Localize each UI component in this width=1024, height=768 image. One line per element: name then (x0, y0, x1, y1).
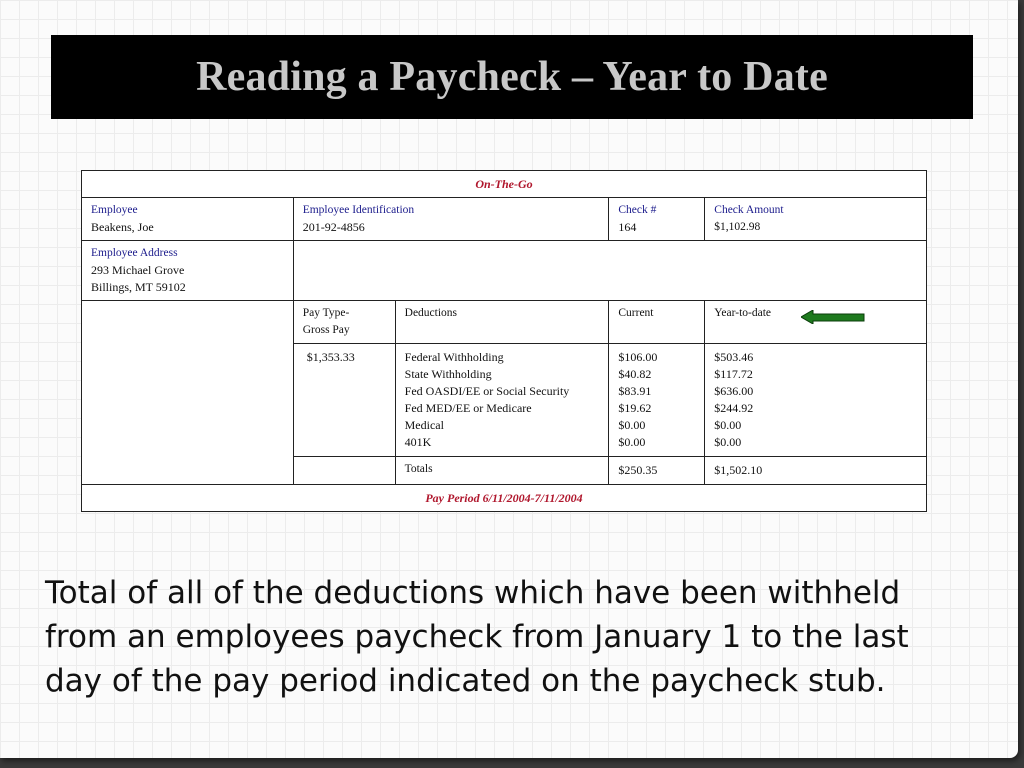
check-number-value: 164 (618, 220, 637, 234)
totals-blank-cell (293, 457, 395, 485)
left-arrow-icon (801, 310, 865, 324)
ytd-header-cell (705, 301, 927, 344)
pay-period: Pay Period 6/11/2004-7/11/2004 (82, 485, 927, 512)
address-cell (82, 241, 294, 301)
current-header: Current (609, 301, 705, 344)
check-amount-cell (705, 198, 927, 241)
check-number-label: Check # (618, 204, 657, 216)
slide-title: Reading a Paycheck – Year to Date (196, 54, 828, 100)
deduction-ytd: $0.00 (714, 418, 742, 432)
deduction-name: 401K (404, 435, 432, 449)
deduction-current: $0.00 (618, 418, 646, 432)
totals-ytd: $1,502.10 (705, 457, 927, 485)
check-amount-label: Check Amount (714, 204, 784, 216)
paycheck-stub-table (81, 170, 927, 512)
deduction-ytd: $636.00 (714, 384, 754, 398)
address-line-2: Billings, MT 59102 (91, 280, 186, 294)
employee-label: Employee (91, 204, 138, 216)
ytd-values-cell (705, 344, 927, 457)
check-amount-value: $1,102.98 (714, 221, 761, 233)
deductions-header: Deductions (395, 301, 609, 344)
deduction-name: Fed MED/EE or Medicare (404, 401, 532, 415)
company-name: On-The-Go (82, 171, 927, 198)
totals-current: $250.35 (609, 457, 705, 485)
employee-id-label: Employee Identification (302, 204, 415, 216)
column-header-row (82, 301, 927, 344)
employee-name: Beakens, Joe (91, 220, 154, 234)
ytd-header: Year-to-date (714, 307, 772, 319)
deduction-current: $19.62 (618, 401, 652, 415)
company-row (82, 171, 927, 198)
left-blank-cell (82, 301, 294, 485)
deduction-ytd: $0.00 (714, 435, 742, 449)
deduction-name: Federal Withholding (404, 350, 504, 364)
title-bar (51, 35, 973, 119)
employee-id-cell (293, 198, 609, 241)
address-line-1: 293 Michael Grove (91, 263, 185, 277)
deduction-ytd: $244.92 (714, 401, 754, 415)
deduction-names-cell (395, 344, 609, 457)
employee-id-value: 201-92-4856 (302, 220, 365, 234)
employee-info-row (82, 198, 927, 241)
deduction-current: $106.00 (618, 350, 658, 364)
deduction-current: $40.82 (618, 367, 652, 381)
address-row (82, 241, 927, 301)
address-label: Employee Address (91, 247, 178, 259)
pay-type-header-line-1: Pay Type- (302, 307, 350, 319)
pay-type-header (293, 301, 395, 344)
gross-pay-value: $1,353.33 (306, 350, 355, 364)
definition-text: Total of all of the deductions which have been withheld from an employees paycheck from January 1 to the last day of the pay period indicated on the paycheck stub. (45, 575, 909, 699)
gross-pay-cell (293, 344, 395, 457)
employee-cell (82, 198, 294, 241)
current-values-cell (609, 344, 705, 457)
pay-type-header-line-2: Gross Pay (302, 324, 350, 336)
deduction-current: $83.91 (618, 384, 652, 398)
deduction-name: Fed OASDI/EE or Social Security (404, 384, 570, 398)
deduction-ytd: $117.72 (714, 367, 753, 381)
deduction-name: State Withholding (404, 367, 492, 381)
deduction-name: Medical (404, 418, 444, 432)
deduction-ytd: $503.46 (714, 350, 754, 364)
totals-label: Totals (395, 457, 609, 485)
address-blank-cell (293, 241, 926, 301)
check-number-cell (609, 198, 705, 241)
deduction-current: $0.00 (618, 435, 646, 449)
pay-period-row (82, 485, 927, 512)
